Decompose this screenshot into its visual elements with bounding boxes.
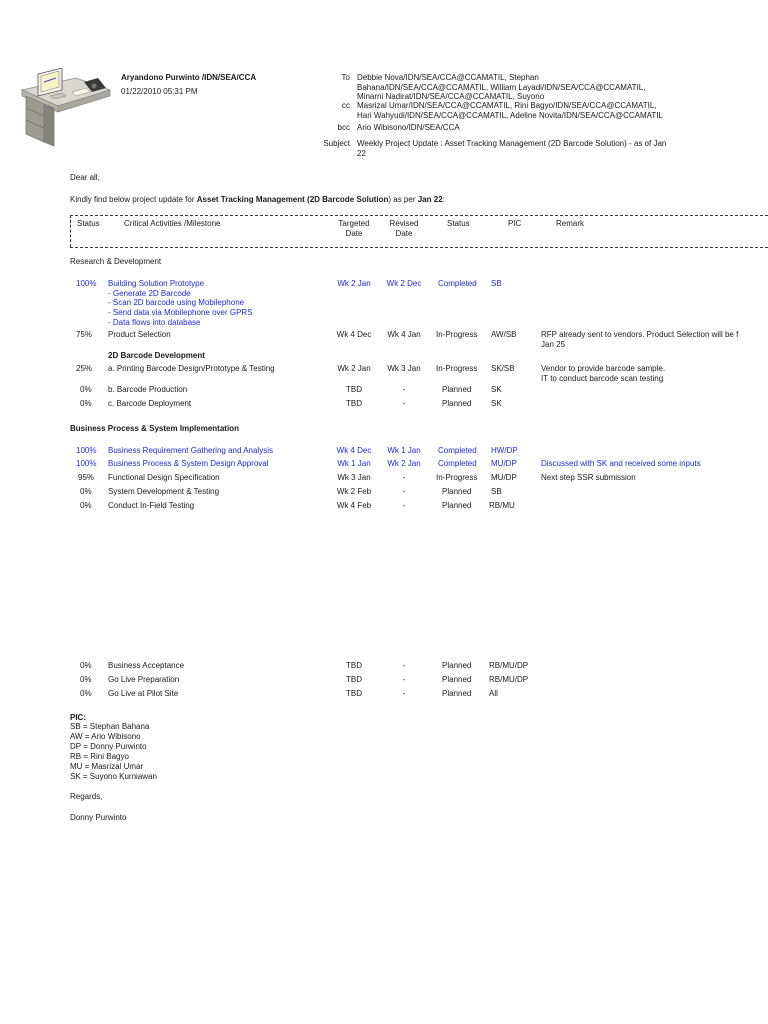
cc-recipient-line: Masrizal Umar/IDN/SEA/CCA@CCAMATIL, Rini Bagyo/IDN/SEA/CCA@CCAMATIL, bbox=[357, 101, 657, 110]
table-row-printing-status: In-Progress bbox=[436, 364, 478, 373]
subject-label: Subject bbox=[323, 139, 350, 148]
subject-line: Weekly Project Update : Asset Tracking Management (2D Barcode Solution) - as of Jan bbox=[357, 139, 667, 148]
table-row-deployment-activity: c. Barcode Deployment bbox=[108, 399, 192, 408]
table-row-remark: Next step SSR submission bbox=[541, 473, 636, 482]
table-row-status: Planned bbox=[442, 689, 472, 698]
to-recipient-line: Minarni Nadirat/IDN/SEA/CCA@CCAMATIL, Suyono bbox=[357, 92, 545, 101]
table-row-revised: - bbox=[402, 473, 406, 482]
table-row-remark: Discussed with SK and received some inputs bbox=[541, 459, 701, 468]
section-business-process: Business Process & System Implementation bbox=[70, 424, 239, 433]
pic-legend-item: DP = Donny Purwinto bbox=[70, 742, 147, 751]
table-row-pct: 100% bbox=[76, 459, 97, 468]
pic-legend-item: AW = Ario Wibisono bbox=[70, 732, 141, 741]
table-header-top-border bbox=[70, 215, 768, 216]
table-row-activity: Conduct In-Field Testing bbox=[108, 501, 195, 510]
table-row-product-remark: Jan 25 bbox=[541, 340, 566, 349]
table-row-target: TBD bbox=[346, 689, 362, 698]
table-row-revised: - bbox=[402, 661, 406, 670]
table-row-prototype-status: Completed bbox=[438, 279, 477, 288]
pic-legend-item: SK = Suyono Kurniawan bbox=[70, 772, 157, 781]
intro-text: Kindly find below project update for bbox=[70, 195, 195, 204]
table-row-revised: Wk 2 Jan bbox=[387, 459, 421, 468]
table-row-production-revised: - bbox=[402, 385, 406, 394]
table-row-pic: RB/MU/DP bbox=[489, 661, 529, 670]
table-row-deployment-pic: SK bbox=[491, 399, 502, 408]
table-row-prototype-pct: 100% bbox=[76, 279, 97, 288]
bcc-recipient: Ario Wibisono/IDN/SEA/CCA bbox=[357, 123, 460, 132]
table-row-product-status: In-Progress bbox=[436, 330, 478, 339]
pic-legend-item: SB = Stephan Bahana bbox=[70, 722, 150, 731]
table-row-deployment-revised: - bbox=[402, 399, 406, 408]
subsection-2d-barcode: 2D Barcode Development bbox=[108, 351, 205, 360]
table-row-status: Planned bbox=[442, 661, 472, 670]
closing-signature: Donny Purwinto bbox=[70, 813, 127, 822]
header-remark: Remark bbox=[556, 219, 585, 228]
header-targeted: Targeted bbox=[338, 219, 370, 228]
table-row-pct: 95% bbox=[78, 473, 95, 482]
to-recipient-line: Debbie Nova/IDN/SEA/CCA@CCAMATIL, Stephan bbox=[357, 73, 539, 82]
table-row-target: Wk 2 Feb bbox=[336, 487, 372, 496]
table-row-status: Planned bbox=[442, 675, 472, 684]
table-row-pic: RB/MU bbox=[489, 501, 515, 510]
bcc-label: bcc bbox=[337, 123, 350, 132]
cc-recipient-line: Hari Wahyudi/IDN/SEA/CCA@CCAMATIL, Adeline Novita/IDN/SEA/CCA@CCAMATIL bbox=[357, 111, 663, 120]
subject-line: 22 bbox=[357, 149, 366, 158]
pic-legend-title: PIC: bbox=[70, 713, 86, 722]
intro-line bbox=[70, 195, 445, 205]
table-row-pct: 100% bbox=[76, 446, 97, 455]
table-row-deployment-target: TBD bbox=[346, 399, 362, 408]
intro-project-name: Asset Tracking Management (2D Barcode Solution bbox=[196, 195, 389, 204]
intro-text-mid: ) as per bbox=[388, 195, 416, 204]
table-row-deployment-status: Planned bbox=[442, 399, 472, 408]
table-row-production-activity: b. Barcode Production bbox=[108, 385, 188, 394]
table-row-prototype-activity: Building Solution Prototype bbox=[108, 279, 205, 288]
sent-date: 01/22/2010 05:31 PM bbox=[121, 87, 198, 96]
table-row-target: Wk 1 Jan bbox=[337, 459, 371, 468]
table-row-activity: Business Acceptance bbox=[108, 661, 185, 670]
table-row-product-revised: Wk 4 Jan bbox=[387, 330, 421, 339]
table-row-pic: SB bbox=[491, 487, 502, 496]
table-row-pct: 0% bbox=[80, 689, 92, 698]
table-row-prototype-sub: - Generate 2D Barcode bbox=[108, 289, 191, 298]
table-row-activity: Go Live at Pilot Site bbox=[108, 689, 179, 698]
section-research-development: Research & Development bbox=[70, 257, 162, 266]
table-row-status: Planned bbox=[442, 501, 472, 510]
cc-label: cc bbox=[342, 101, 350, 110]
table-row-revised: - bbox=[402, 675, 406, 684]
table-row-production-status: Planned bbox=[442, 385, 472, 394]
sender-name: Aryandono Purwinto /IDN/SEA/CCA bbox=[121, 73, 257, 82]
header-pic: PIC bbox=[508, 219, 522, 228]
intro-date: Jan 22 bbox=[417, 195, 443, 204]
table-row-status: In-Progress bbox=[436, 473, 478, 482]
table-row-pic: RB/MU/DP bbox=[489, 675, 529, 684]
table-row-product-remark: RFP already sent to vendors. Product Selection will be f bbox=[541, 330, 739, 339]
header-revised-date: Date bbox=[395, 229, 413, 238]
table-row-target: TBD bbox=[346, 661, 362, 670]
header-revised: Revised bbox=[389, 219, 419, 228]
table-row-pic: All bbox=[489, 689, 498, 698]
header-status: Status bbox=[77, 219, 100, 228]
table-row-target: Wk 4 Dec bbox=[336, 446, 372, 455]
table-row-prototype-sub: - Send data via Mobilephone over GPRS bbox=[108, 308, 253, 317]
table-row-status: Completed bbox=[438, 459, 477, 468]
table-row-printing-remark: Vendor to provide barcode sample. bbox=[541, 364, 666, 373]
table-row-target: Wk 4 Feb bbox=[336, 501, 372, 510]
table-row-printing-target: Wk 2 Jan bbox=[337, 364, 371, 373]
table-row-prototype-sub: - Data flows into database bbox=[108, 318, 201, 327]
table-row-production-pic: SK bbox=[491, 385, 502, 394]
header-status-2: Status bbox=[447, 219, 470, 228]
table-row-target: Wk 3 Jan bbox=[337, 473, 371, 482]
table-row-product-pic: AW/SB bbox=[491, 330, 517, 339]
table-row-product-target: Wk 4 Dec bbox=[336, 330, 372, 339]
table-row-activity: Business Requirement Gathering and Analysis bbox=[108, 446, 273, 455]
to-recipient-line: Bahana/IDN/SEA/CCA@CCAMATIL, William Layadi/IDN/SEA/CCA@CCAMATIL, bbox=[357, 83, 646, 92]
table-row-prototype-revised: Wk 2 Dec bbox=[386, 279, 422, 288]
pic-legend-item: RB = Rini Bagyo bbox=[70, 752, 129, 761]
table-row-revised: - bbox=[402, 689, 406, 698]
closing-regards: Regards, bbox=[70, 792, 103, 801]
table-header-bottom-border bbox=[70, 247, 768, 248]
greeting: Dear all, bbox=[70, 173, 100, 182]
table-row-prototype-pic: SB bbox=[491, 279, 502, 288]
table-row-production-pct: 0% bbox=[80, 385, 92, 394]
table-row-printing-activity: a. Printing Barcode Design/Prototype & Testing bbox=[108, 364, 275, 373]
table-row-pic: MU/DP bbox=[491, 459, 517, 468]
table-row-revised: - bbox=[402, 501, 406, 510]
table-row-production-target: TBD bbox=[346, 385, 362, 394]
table-row-printing-pct: 25% bbox=[76, 364, 93, 373]
table-row-activity: Functional Design Specification bbox=[108, 473, 220, 482]
table-row-pct: 0% bbox=[80, 661, 92, 670]
table-row-revised: - bbox=[402, 487, 406, 496]
table-row-prototype-sub: - Scan 2D barcode using Mobilephone bbox=[108, 298, 245, 307]
header-activities: Critical Activities /Milestone bbox=[124, 219, 221, 228]
table-row-pct: 0% bbox=[80, 501, 92, 510]
table-row-activity: Business Process & System Design Approval bbox=[108, 459, 269, 468]
table-row-printing-revised: Wk 3 Jan bbox=[387, 364, 421, 373]
table-row-pic: MU/DP bbox=[491, 473, 517, 482]
header-targeted-date: Date bbox=[345, 229, 363, 238]
to-label: To bbox=[341, 73, 350, 82]
table-row-product-activity: Product Selection bbox=[108, 330, 171, 339]
table-row-status: Planned bbox=[442, 487, 472, 496]
table-row-target: TBD bbox=[346, 675, 362, 684]
table-row-pct: 0% bbox=[80, 675, 92, 684]
table-row-printing-pic: SK/SB bbox=[491, 364, 515, 373]
table-row-revised: Wk 1 Jan bbox=[387, 446, 421, 455]
table-row-activity: Go Live Preparation bbox=[108, 675, 180, 684]
pic-legend-item: MU = Masrizal Umar bbox=[70, 762, 144, 771]
table-row-status: Completed bbox=[438, 446, 477, 455]
table-row-pct: 0% bbox=[80, 487, 92, 496]
table-row-product-pct: 75% bbox=[76, 330, 93, 339]
intro-colon: : bbox=[442, 195, 445, 204]
table-row-deployment-pct: 0% bbox=[80, 399, 92, 408]
table-row-printing-remark: IT to conduct barcode scan testing bbox=[541, 374, 664, 383]
table-header-left-border bbox=[70, 215, 71, 247]
office-desk-computer-icon bbox=[14, 68, 114, 148]
table-row-prototype-target: Wk 2 Jan bbox=[337, 279, 371, 288]
table-row-activity: System Development & Testing bbox=[108, 487, 220, 496]
table-row-pic: HW/DP bbox=[491, 446, 518, 455]
